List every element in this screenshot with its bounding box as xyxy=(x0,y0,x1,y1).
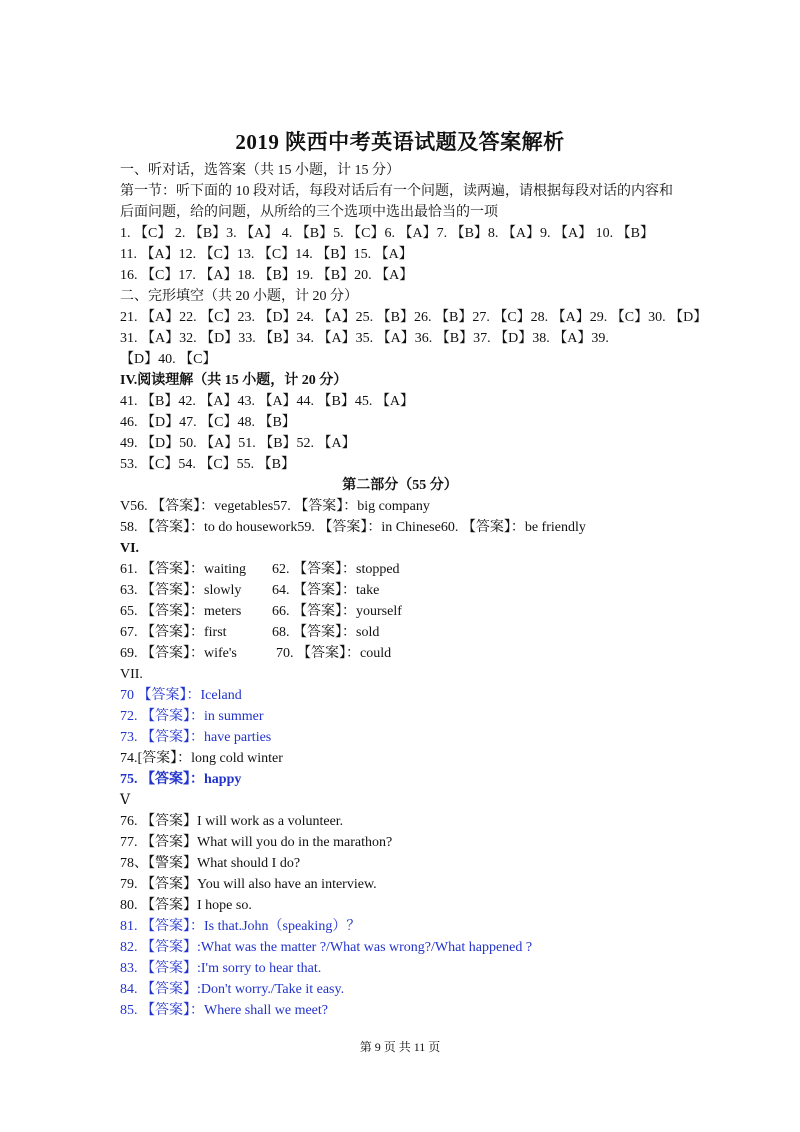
vii-heading: VII. xyxy=(120,667,143,682)
vii-answer: 74.[答案】：long cold winter xyxy=(120,751,283,766)
v-answers-1: V56. 【答案】：vegetables57. 【答案】：big company xyxy=(120,499,430,514)
section4-answers-1: 41. 【B】42. 【A】43. 【A】44. 【B】45. 【A】 xyxy=(120,394,415,409)
vii-answer: 72. 【答案】：in summer xyxy=(120,709,264,724)
section1-instruction-1: 第一节：听下面的 10 段对话，每段对话后有一个问题，读两遍，请根据每段对话的内容和 xyxy=(120,184,673,199)
v2-answer: 78、【警案】What should I do? xyxy=(120,856,301,871)
vi-answer: 69. 【答案】：wife's xyxy=(120,646,237,661)
vi-answer: 63. 【答案】：slowly xyxy=(120,583,242,598)
section4-answers-3: 49. 【D】50. 【A】51. 【B】52. 【A】 xyxy=(120,436,356,451)
v2-answer: 83. 【答案】:I'm sorry to hear that. xyxy=(120,961,322,976)
section1-answers-3: 16. 【C】17. 【A】18. 【B】19. 【B】20. 【A】 xyxy=(120,268,414,283)
v2-answer: 81. 【答案】：Is that.John（speaking）？ xyxy=(120,919,361,934)
vi-answer: 61. 【答案】：waiting xyxy=(120,562,246,577)
section4-answers-4: 53. 【C】54. 【C】55. 【B】 xyxy=(120,457,296,472)
section2-answers-3: 【D】40. 【C】 xyxy=(120,352,217,367)
section1-answers-1: 1. 【C】 2. 【B】3. 【A】 4. 【B】5. 【C】6. 【A】7. 【B】8. 【A】9. 【A】 10. 【B】 xyxy=(120,226,654,241)
v2-answer: 82. 【答案】:What was the matter ?/What was wrong?/What happened ? xyxy=(120,940,533,955)
v2-answer: 76. 【答案】I will work as a volunteer. xyxy=(120,814,344,829)
vii-answer: 70 【答案】：Iceland xyxy=(120,688,242,703)
vi-answer: 68. 【答案】：sold xyxy=(272,625,380,640)
section1-answers-2: 11. 【A】12. 【C】13. 【C】14. 【B】15. 【A】 xyxy=(120,247,413,262)
section1-heading: 一、听对话，选答案（共 15 小题，计 15 分） xyxy=(120,163,400,178)
vi-answer: 70. 【答案】：could xyxy=(276,646,392,661)
vi-answer: 66. 【答案】：yourself xyxy=(272,604,402,619)
vi-heading: VI. xyxy=(120,541,140,556)
section2-answers-1: 21. 【A】22. 【C】23. 【D】24. 【A】25. 【B】26. 【B】27. 【C】28. 【A】29. 【C】30. 【D】 xyxy=(120,310,708,325)
vi-answer: 62. 【答案】：stopped xyxy=(272,562,400,577)
v2-answer: 77. 【答案】What will you do in the marathon? xyxy=(120,835,393,850)
vii-answer: 75. 【答案】：happy xyxy=(120,772,242,787)
v2-answer: 84. 【答案】:Don't worry./Take it easy. xyxy=(120,982,345,997)
section1-instruction-2: 后面问题，给的问题，从所给的三个选项中选出最恰当的一项 xyxy=(120,205,498,220)
vii-answer: 73. 【答案】：have parties xyxy=(120,730,272,745)
part2-heading: 第二部分（55 分） xyxy=(342,478,458,493)
vi-answer: 67. 【答案】：first xyxy=(120,625,227,640)
vi-answer: 65. 【答案】：meters xyxy=(120,604,242,619)
section2-heading: 二、完形填空（共 20 小题，计 20 分） xyxy=(120,289,358,304)
page-title: 2019 陕西中考英语试题及答案解析 xyxy=(235,130,565,154)
v2-heading: Ⅴ xyxy=(120,793,131,808)
v-answers-2: 58. 【答案】：to do housework59. 【答案】：in Chinese60. 【答案】：be friendly xyxy=(120,520,586,535)
page-footer: 第 9 页 共 11 页 xyxy=(359,1040,441,1054)
section4-heading: IV.阅读理解（共 15 小题，计 20 分） xyxy=(120,373,348,388)
v2-answer: 79. 【答案】You will also have an interview. xyxy=(120,877,377,892)
section4-answers-2: 46. 【D】47. 【C】48. 【B】 xyxy=(120,415,296,430)
vi-answer: 64. 【答案】：take xyxy=(272,583,380,598)
v2-answer: 80. 【答案】I hope so. xyxy=(120,898,252,913)
section2-answers-2: 31. 【A】32. 【D】33. 【B】34. 【A】35. 【A】36. 【B】37. 【D】38. 【A】39. xyxy=(120,331,609,346)
v2-answer: 85. 【答案】：Where shall we meet? xyxy=(120,1003,328,1018)
